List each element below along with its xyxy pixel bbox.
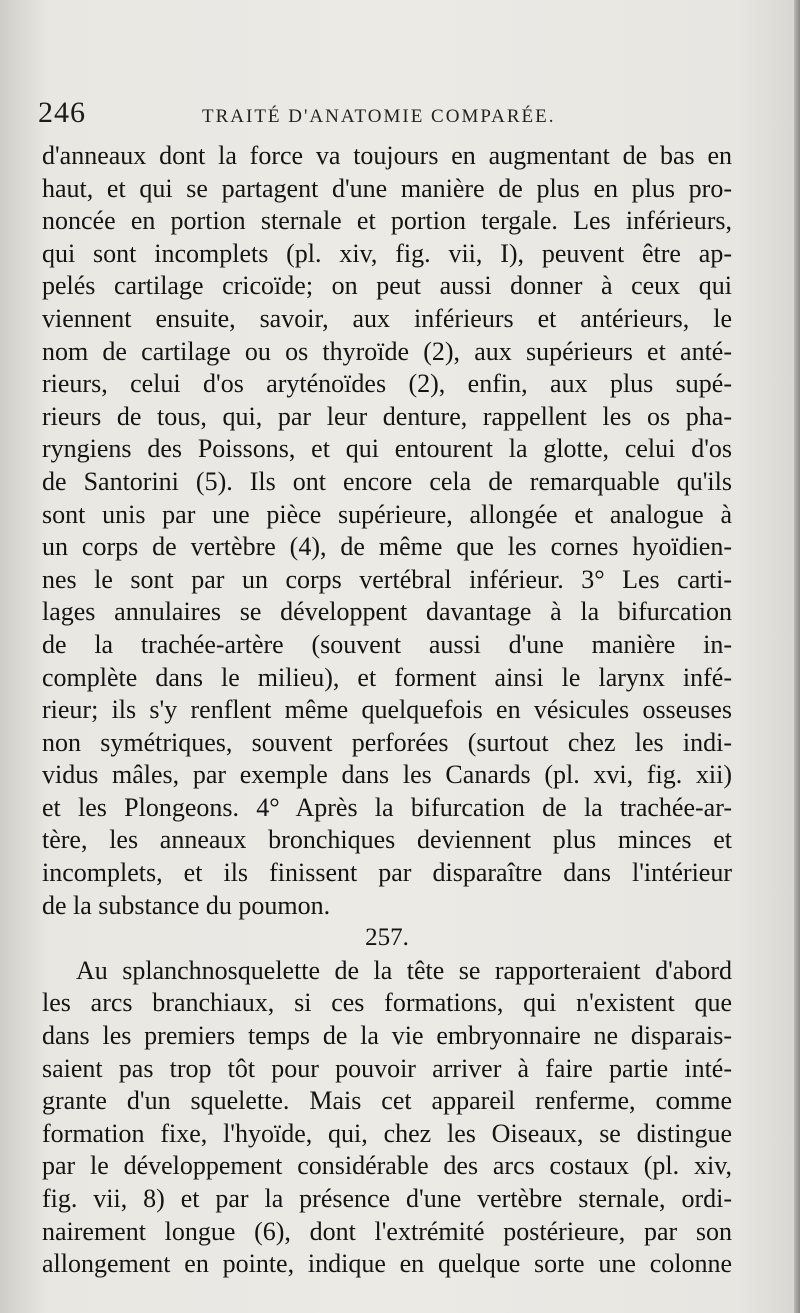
text-line: noncée en portion sternale et portion tergale. Les inférieurs,	[42, 206, 732, 236]
text-line: Au splanchnosquelette de la tête se rapporteraient d'abord	[76, 955, 732, 985]
text-line: complète dans le milieu), et forment ainsi le larynx infé-	[42, 662, 732, 692]
text-line: sont unis par une pièce supérieure, allongée et analogue à	[42, 499, 732, 529]
text-line: un corps de vertèbre (4), de même que les cornes hyoïdien-	[42, 532, 732, 562]
text-line: par le développement considérable des arcs costaux (pl. xiv,	[42, 1151, 732, 1181]
text-line: allongement en pointe, indique en quelque sorte une colonne	[42, 1249, 732, 1279]
text-line: ryngiens des Poissons, et qui entourent la glotte, celui d'os	[42, 434, 732, 464]
text-line: haut, et qui se partagent d'une manière de plus en plus pro-	[42, 173, 732, 203]
body-text	[42, 140, 732, 1281]
paragraph-2	[42, 955, 732, 1281]
text-line: nairement longue (6), dont l'extrémité postérieure, par son	[42, 1216, 732, 1246]
text-line: qui sont incomplets (pl. xiv, fig. vii, I), peuvent être ap-	[42, 238, 732, 268]
text-line: rieurs de tous, qui, par leur denture, rappellent les os pha-	[42, 401, 732, 431]
text-line: dans les premiers temps de la vie embryonnaire ne disparais-	[42, 1021, 732, 1051]
text-line: rieur; ils s'y renflent même quelquefois en vésicules osseuses	[42, 695, 732, 725]
text-line: et les Plongeons. 4° Après la bifurcation de la trachée-ar-	[42, 792, 732, 822]
running-title: TRAITÉ D'ANATOMIE COMPARÉE.	[202, 106, 556, 127]
text-line: de la substance du poumon.	[42, 890, 331, 920]
text-line: formation fixe, l'hyoïde, qui, chez les Oiseaux, se distingue	[42, 1118, 732, 1148]
text-line: d'anneaux dont la force va toujours en augmentant de bas en	[42, 141, 732, 170]
text-line: non symétriques, souvent perforées (surtout chez les indi-	[42, 727, 732, 757]
text-line: les arcs branchiaux, si ces formations, qui n'existent que	[42, 988, 732, 1018]
text-line: fig. vii, 8) et par la présence d'une vertèbre sternale, ordi-	[42, 1184, 732, 1213]
text-line: vidus mâles, par exemple dans les Canards (pl. xvi, fig. xii)	[42, 760, 732, 790]
text-line: de Santorini (5). Ils ont encore cela de remarquable qu'ils	[42, 466, 732, 496]
text-line: lages annulaires se développent davantage à la bifurcation	[42, 597, 732, 627]
text-line: saient pas trop tôt pour pouvoir arriver à faire partie inté-	[42, 1053, 732, 1083]
text-line: nes le sont par un corps vertébral inférieur. 3° Les carti-	[42, 564, 732, 594]
page-edge-shadow	[794, 0, 800, 1313]
text-line: grante d'un squelette. Mais cet appareil renferme, comme	[42, 1086, 732, 1116]
text-line: rieurs, celui d'os aryténoïdes (2), enfin, aux plus supé-	[42, 369, 732, 399]
text-line: pelés cartilage cricoïde; on peut aussi donner à ceux qui	[42, 271, 732, 301]
text-line: viennent ensuite, savoir, aux inférieurs et antérieurs, le	[42, 303, 732, 333]
text-line: nom de cartilage ou os thyroïde (2), aux supérieurs et anté-	[42, 336, 732, 366]
page-header	[38, 96, 738, 136]
paragraph-1	[42, 140, 732, 922]
page-number: 246	[38, 96, 86, 129]
text-line: tère, les anneaux bronchiques deviennent plus minces et	[42, 825, 732, 855]
section-number: 257.	[365, 924, 409, 952]
text-line: incomplets, et ils finissent par disparaître dans l'intérieur	[42, 858, 732, 888]
text-line: de la trachée-artère (souvent aussi d'une manière in-	[42, 629, 732, 659]
